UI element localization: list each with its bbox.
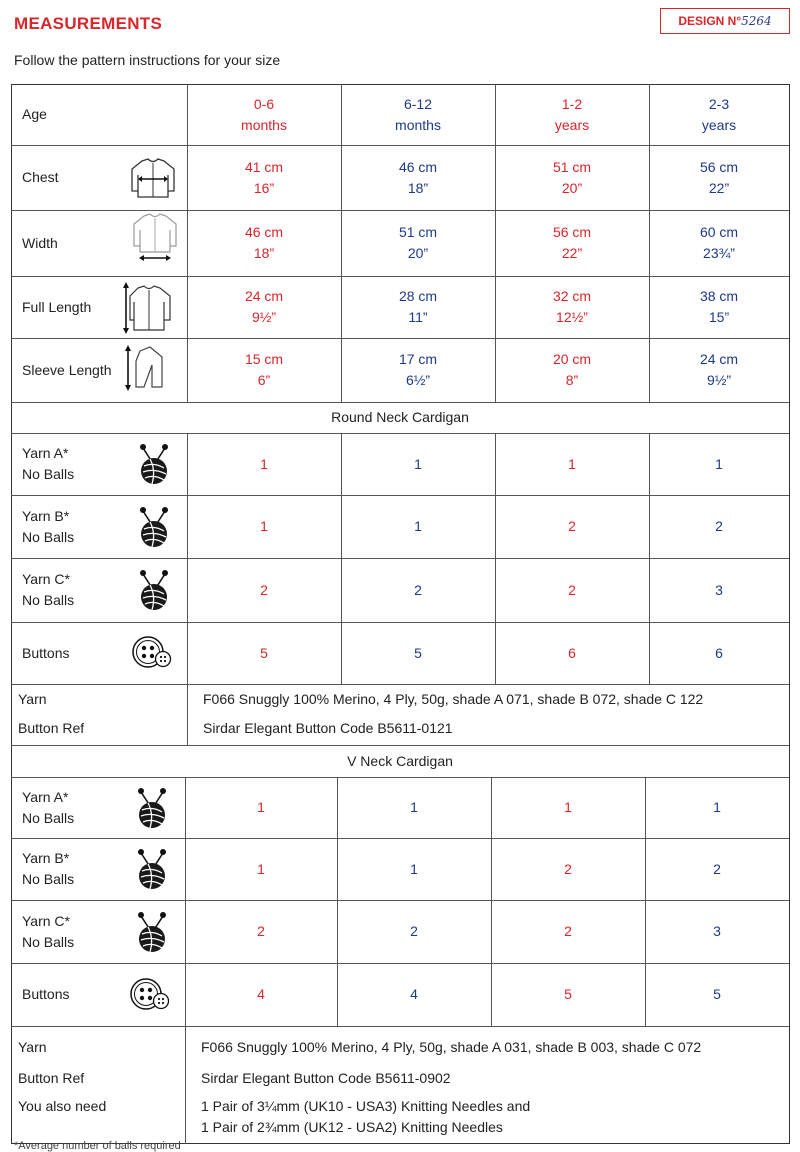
yarn-ball-icon xyxy=(132,910,172,954)
value-inches: 20” xyxy=(407,245,429,261)
info-text: Sirdar Elegant Button Code B5611-0902 xyxy=(201,1070,451,1086)
ball-count xyxy=(337,900,491,963)
section-title-text: V Neck Cardigan xyxy=(347,752,453,769)
value-cm: 38 cm xyxy=(699,288,739,304)
value-inches: 16” xyxy=(253,179,275,196)
grid-line xyxy=(185,1026,186,1144)
size-header-4 xyxy=(649,84,789,145)
ball-count-text: 1 xyxy=(568,455,576,472)
value-inches: 9½” xyxy=(706,372,732,388)
measurement-value xyxy=(341,145,495,210)
size-line2: months xyxy=(395,116,441,133)
ball-count-text: 2 xyxy=(414,581,422,598)
round_neck-title xyxy=(11,402,789,433)
measurement-label-text: Width xyxy=(22,234,58,251)
value-inches: 6½” xyxy=(405,372,431,388)
size-line1: 1-2 xyxy=(561,95,583,112)
size-line1: 6-12 xyxy=(403,95,433,112)
row-label-line1: Yarn A* xyxy=(22,788,69,805)
size-line1: 0-6 xyxy=(253,95,275,112)
age-label xyxy=(11,84,198,145)
value-inches: 20” xyxy=(561,179,583,196)
row-label-line1: Buttons xyxy=(22,644,70,661)
ball-count-text: 1 xyxy=(260,455,268,472)
ball-count xyxy=(491,963,645,1026)
size-line2: years xyxy=(554,116,590,133)
yarn-row-label xyxy=(11,558,137,622)
sleeve-icon xyxy=(122,343,172,393)
measurement-value xyxy=(649,145,789,210)
ball-count-text: 1 xyxy=(715,455,723,472)
ball-count-text: 2 xyxy=(568,518,576,534)
value-cm: 24 cm xyxy=(699,351,739,367)
ball-count-text: 5 xyxy=(260,644,268,661)
row-label-line2: No Balls xyxy=(22,933,75,950)
row-label-line1: Yarn A* xyxy=(22,445,69,461)
ball-count xyxy=(337,963,491,1026)
ball-count xyxy=(649,495,789,558)
value-inches: 12½” xyxy=(556,309,588,325)
ball-count xyxy=(645,777,789,838)
yarn-row-label xyxy=(11,777,137,838)
ball-count xyxy=(185,838,337,900)
ball-count-text: 4 xyxy=(257,986,265,1002)
ball-count-text: 5 xyxy=(414,644,422,661)
value-inches: 22” xyxy=(708,179,730,196)
row-label-line2: No Balls xyxy=(22,466,75,482)
value-inches: 8” xyxy=(565,372,579,388)
yarn-ball-icon xyxy=(134,568,174,612)
ball-count xyxy=(495,433,649,495)
ball-count xyxy=(341,495,495,558)
ball-count-text: 2 xyxy=(713,860,721,877)
ball-count-text: 1 xyxy=(257,860,265,877)
ball-count-text: 1 xyxy=(414,518,422,534)
row-label-line1: Yarn C* xyxy=(22,571,70,587)
ball-count-text: 6 xyxy=(568,644,576,661)
measurement-value xyxy=(341,210,495,276)
size-header-1 xyxy=(187,84,341,145)
measurement-value xyxy=(649,210,789,276)
measurement-value xyxy=(187,338,341,402)
ball-count-text: 5 xyxy=(713,986,721,1002)
ball-count xyxy=(337,777,491,838)
grid-line xyxy=(11,684,789,685)
yarn-row-label xyxy=(11,838,137,900)
measurement-value xyxy=(341,276,495,338)
ball-count xyxy=(649,433,789,495)
ball-count-text: 2 xyxy=(260,581,268,598)
measurement-label xyxy=(11,210,142,276)
ball-count-text: 2 xyxy=(568,581,576,598)
ball-count-text: 1 xyxy=(414,455,422,472)
page-title: MEASUREMENTS xyxy=(14,14,163,33)
value-cm: 60 cm xyxy=(699,224,739,240)
value-cm: 56 cm xyxy=(552,224,592,240)
grid-line xyxy=(11,1026,789,1027)
ball-count xyxy=(341,558,495,622)
ball-count-text: 1 xyxy=(257,799,265,815)
size-header-3 xyxy=(495,84,649,145)
design-label: DESIGN N° xyxy=(678,14,742,28)
ball-count xyxy=(187,495,341,558)
value-inches: 18” xyxy=(253,245,275,261)
yarn-row-label xyxy=(11,622,137,684)
value-cm: 17 cm xyxy=(398,351,438,367)
ball-count-text: 4 xyxy=(410,986,418,1002)
size-header-2 xyxy=(341,84,495,145)
ball-count xyxy=(491,777,645,838)
ball-count xyxy=(495,622,649,684)
info-text: Sirdar Elegant Button Code B5611-0121 xyxy=(203,720,453,736)
ball-count xyxy=(645,838,789,900)
row-label-line2: No Balls xyxy=(22,592,75,608)
yarn-ball-icon xyxy=(132,847,172,891)
measurement-value xyxy=(187,145,341,210)
info-text: F066 Snuggly 100% Merino, 4 Ply, 50g, shade A 031, shade B 003, shade C 072 xyxy=(201,1039,702,1055)
page-subtitle: Follow the pattern instructions for your size xyxy=(14,52,281,68)
value-cm: 51 cm xyxy=(552,158,592,175)
value-cm: 20 cm xyxy=(552,351,592,367)
row-label-line2: No Balls xyxy=(22,528,75,545)
measurement-value xyxy=(495,210,649,276)
measurement-label-text: Chest xyxy=(22,169,59,185)
ball-count xyxy=(185,900,337,963)
ball-count xyxy=(337,838,491,900)
value-cm: 15 cm xyxy=(244,351,284,367)
measurement-label-text: Sleeve Length xyxy=(22,361,112,378)
ball-count xyxy=(491,900,645,963)
ball-count-text: 1 xyxy=(410,799,418,815)
yarn-row-label xyxy=(11,433,137,495)
ball-count xyxy=(341,622,495,684)
ball-count xyxy=(185,963,337,1026)
ball-count-text: 1 xyxy=(260,518,268,534)
ball-count-text: 2 xyxy=(715,518,723,534)
value-cm: 24 cm xyxy=(244,288,284,304)
ball-count-text: 3 xyxy=(715,581,723,598)
size-line2: months xyxy=(241,116,287,133)
size-line1: 2-3 xyxy=(708,95,730,112)
info-label: Yarn xyxy=(18,691,47,707)
measurement-value xyxy=(187,210,341,276)
length-icon xyxy=(120,280,176,336)
measurement-value xyxy=(495,338,649,402)
age-label-text: Age xyxy=(22,106,47,122)
value-cm: 51 cm xyxy=(398,224,438,240)
value-cm: 32 cm xyxy=(552,288,592,304)
section-title-text: Round Neck Cardigan xyxy=(331,409,469,425)
info-text: F066 Snuggly 100% Merino, 4 Ply, 50g, shade A 071, shade B 072, shade C 122 xyxy=(203,691,704,707)
size-line2: years xyxy=(701,116,737,133)
ball-count xyxy=(185,777,337,838)
value-cm: 46 cm xyxy=(398,158,438,175)
button-icon xyxy=(130,634,174,672)
value-cm: 28 cm xyxy=(398,288,438,304)
row-label-line2: No Balls xyxy=(22,809,75,826)
yarn-ball-icon xyxy=(134,505,174,549)
footnote: *Average number of balls required xyxy=(14,1140,181,1152)
ball-count xyxy=(645,963,789,1026)
width-icon xyxy=(130,212,180,262)
value-cm: 56 cm xyxy=(699,158,739,175)
ball-count xyxy=(187,558,341,622)
ball-count-text: 2 xyxy=(257,923,265,939)
row-label-line1: Yarn B* xyxy=(22,507,70,524)
ball-count-text: 3 xyxy=(713,923,721,939)
measurement-label xyxy=(11,145,142,210)
ball-count-text: 2 xyxy=(564,923,572,939)
row-label-line2: No Balls xyxy=(22,871,75,887)
ball-count-text: 6 xyxy=(715,644,723,661)
ball-count-text: 5 xyxy=(564,986,572,1002)
value-inches: 11” xyxy=(408,309,428,325)
ball-count xyxy=(495,558,649,622)
ball-count xyxy=(649,622,789,684)
ball-count xyxy=(341,433,495,495)
ball-count xyxy=(645,900,789,963)
ball-count-text: 2 xyxy=(564,860,572,877)
yarn-ball-icon xyxy=(134,442,174,486)
measurement-value xyxy=(649,276,789,338)
ball-count-text: 1 xyxy=(410,860,418,877)
value-inches: 23¾” xyxy=(703,245,735,261)
info-text: 1 Pair of 3¼mm (UK10 - USA3) Knitting Needles and xyxy=(201,1098,531,1114)
yarn-ball-icon xyxy=(132,786,172,830)
yarn-row-label xyxy=(11,495,137,558)
info-text: 1 Pair of 2¾mm (UK12 - USA2) Knitting Needles xyxy=(201,1119,503,1135)
measurement-value xyxy=(495,145,649,210)
design-number: 5264 xyxy=(741,14,772,28)
ball-count xyxy=(649,558,789,622)
measurement-label-text: Full Length xyxy=(22,298,92,315)
button-icon xyxy=(128,976,172,1014)
value-cm: 46 cm xyxy=(244,224,284,240)
row-label-line1: Yarn B* xyxy=(22,850,70,866)
ball-count-text: 1 xyxy=(713,799,721,815)
measurement-value xyxy=(649,338,789,402)
info-label: Button Ref xyxy=(18,1070,85,1086)
chest-width-icon xyxy=(128,157,178,201)
v_neck-title xyxy=(11,745,789,777)
measurement-value xyxy=(341,338,495,402)
ball-count xyxy=(495,495,649,558)
row-label-line1: Yarn C* xyxy=(22,912,70,929)
info-label: You also need xyxy=(18,1098,107,1114)
measurement-value xyxy=(187,276,341,338)
ball-count-text: 1 xyxy=(564,799,572,815)
yarn-row-label xyxy=(11,963,137,1026)
yarn-row-label xyxy=(11,900,137,963)
value-inches: 15” xyxy=(708,309,730,325)
ball-count-text: 2 xyxy=(410,923,418,939)
value-inches: 22” xyxy=(561,245,583,261)
design-number-badge xyxy=(660,8,790,34)
info-label: Yarn xyxy=(18,1039,47,1055)
ball-count xyxy=(187,622,341,684)
row-label-line1: Buttons xyxy=(22,986,70,1002)
value-inches: 9½” xyxy=(251,309,277,325)
info-label: Button Ref xyxy=(18,720,85,736)
value-inches: 6” xyxy=(257,372,271,388)
value-cm: 41 cm xyxy=(244,158,284,175)
value-inches: 18” xyxy=(407,179,429,196)
ball-count xyxy=(187,433,341,495)
ball-count xyxy=(491,838,645,900)
measurement-value xyxy=(495,276,649,338)
grid-line xyxy=(187,684,188,745)
